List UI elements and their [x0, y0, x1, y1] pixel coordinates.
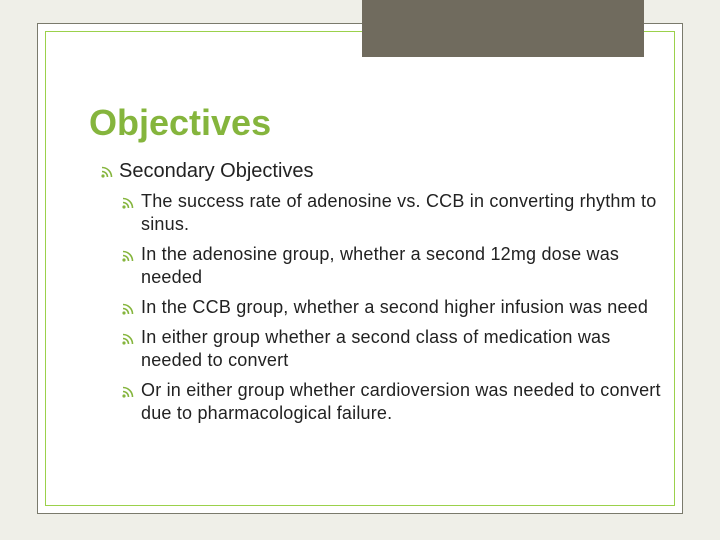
slide-body — [100, 158, 675, 432]
list-item — [100, 190, 675, 236]
bullet-secondary-objectives — [100, 158, 675, 184]
wifi-signal-icon — [101, 164, 115, 178]
list-item-text: In either group whether a second class of medication was needed to convert — [141, 327, 611, 370]
list-item-text: Or in either group whether cardioversion was needed to convert due to pharmacological failure. — [141, 380, 661, 423]
wifi-signal-icon — [122, 331, 136, 345]
wifi-signal-icon — [122, 301, 136, 315]
wifi-signal-icon — [122, 384, 136, 398]
list-item-text: The success rate of adenosine vs. CCB in converting rhythm to sinus. — [141, 191, 657, 234]
list-item — [100, 326, 675, 372]
wifi-signal-icon — [122, 248, 136, 262]
list-item — [100, 296, 675, 319]
sub-bullet-list — [100, 190, 675, 425]
list-item — [100, 379, 675, 425]
slide-title: Objectives — [89, 102, 272, 143]
list-item — [100, 243, 675, 289]
list-item-text: In the CCB group, whether a second higher infusion was need — [141, 297, 649, 317]
wifi-signal-icon — [122, 195, 136, 209]
decorative-tab — [362, 0, 644, 57]
list-item-text: In the adenosine group, whether a second 12mg dose was needed — [141, 244, 620, 287]
bullet-label: Secondary Objectives — [119, 160, 314, 182]
